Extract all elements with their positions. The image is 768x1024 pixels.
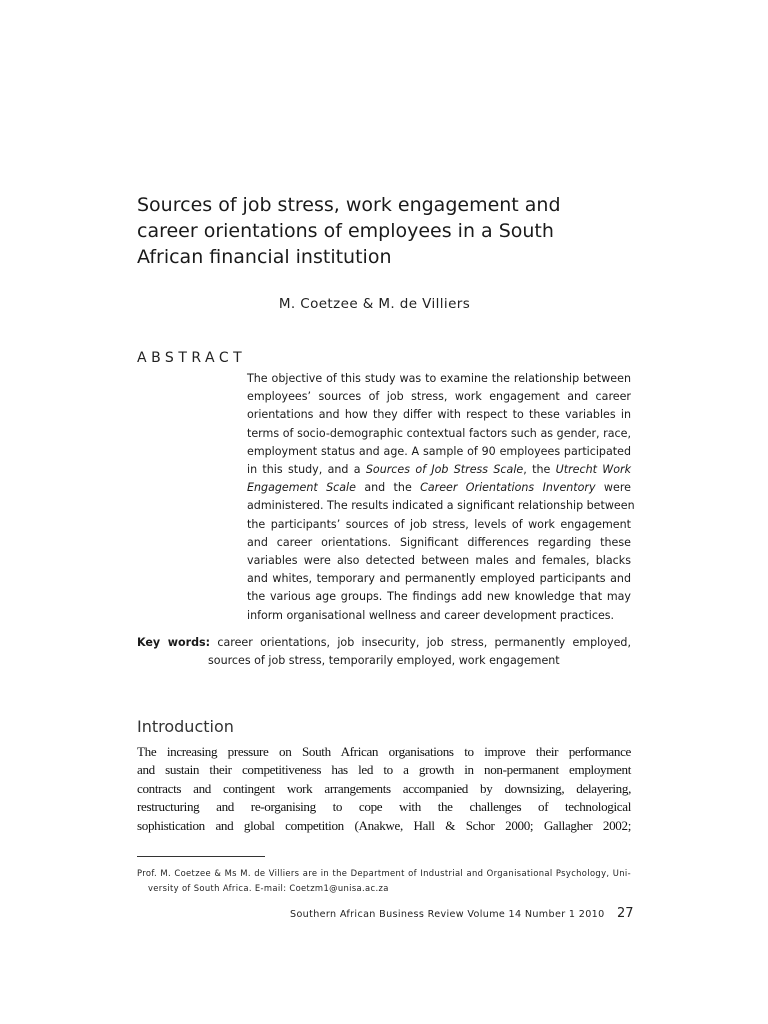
body-line: sophistication and global competition (Anakwe, Hall & Schor 2000; Gallagher 2002; — [137, 817, 631, 833]
abstract-line: orientations and how they differ with respect to these variables in — [247, 408, 631, 422]
paper-title — [137, 192, 607, 270]
body-line: restructuring and re-organising to cope with the challenges of technological — [137, 799, 631, 815]
abstract-line: The objective of this study was to examine the relationship between — [247, 372, 631, 385]
abstract-line: terms of socio-demographic contextual factors such as gender, race, — [247, 426, 631, 440]
section-heading-introduction: Introduction — [137, 717, 234, 736]
scale-name: Career Orientations Inventory — [420, 481, 596, 495]
title-line: career orientations of employees in a South — [137, 220, 554, 242]
body-line: contracts and contingent work arrangements accompanied by downsizing, delayering, — [137, 780, 631, 796]
keywords-line — [137, 634, 631, 652]
authors: M. Coetzee & M. de Villiers — [278, 296, 471, 312]
abstract-line — [247, 461, 631, 479]
abstract-line: employees’ sources of job stress, work engagement and career — [247, 390, 631, 404]
abstract-line: the various age groups. The findings add new knowledge that may — [247, 590, 631, 604]
scale-name: Engagement Scale — [247, 481, 356, 495]
abstract-text: and the — [355, 481, 421, 495]
introduction-body — [137, 743, 631, 835]
title-line: African financial institution — [137, 246, 392, 268]
abstract-line: inform organisational wellness and career development practices. — [247, 608, 615, 622]
journal-footer: Southern African Business Review Volume 14 Number 1 2010 — [290, 909, 605, 920]
abstract-line: administered. The results indicated a significant relationship between — [247, 499, 635, 513]
abstract-line: and whites, temporary and permanently employed participants and — [247, 572, 631, 586]
keywords-label: Key words: — [137, 636, 211, 649]
title-line: Sources of job stress, work engagement and — [137, 194, 561, 216]
footnote-line: Prof. M. Coetzee & Ms M. de Villiers are in the Department of Industrial and Organisational Psychology, Uni- — [137, 868, 631, 878]
keywords-text: career orientations, job insecurity, job stress, permanently employed, — [217, 636, 632, 649]
footnote-divider — [137, 856, 265, 857]
author-footnote — [137, 866, 631, 896]
body-line: The increasing pressure on South African organisations to improve their performance — [137, 744, 631, 759]
abstract-line: and career orientations. Significant differences regarding these — [247, 535, 631, 549]
abstract-line: employment status and age. A sample of 90 employees participated — [247, 444, 631, 458]
abstract-line: variables were also detected between males and females, blacks — [247, 554, 631, 568]
abstract-line: the participants’ sources of job stress, levels of work engagement — [247, 517, 631, 531]
abstract-heading: ABSTRACT — [137, 350, 247, 366]
keywords — [137, 634, 631, 670]
keywords-line: sources of job stress, temporarily employed, work engagement — [208, 654, 560, 668]
abstract-text: , the — [523, 463, 556, 477]
abstract-line — [247, 479, 631, 497]
scale-name: Sources of Job Stress Scale — [365, 463, 524, 477]
scale-name: Utrecht Work — [555, 463, 631, 477]
abstract-body — [247, 370, 635, 625]
footnote-line: versity of South Africa. E-mail: Coetzm1@unisa.ac.za — [148, 883, 389, 893]
page-number: 27 — [617, 906, 634, 921]
abstract-text: were — [595, 481, 631, 495]
body-line: and sustain their competitiveness has led to a growth in non-permanent employment — [137, 762, 631, 778]
abstract-text: in this study, and a — [247, 463, 366, 477]
